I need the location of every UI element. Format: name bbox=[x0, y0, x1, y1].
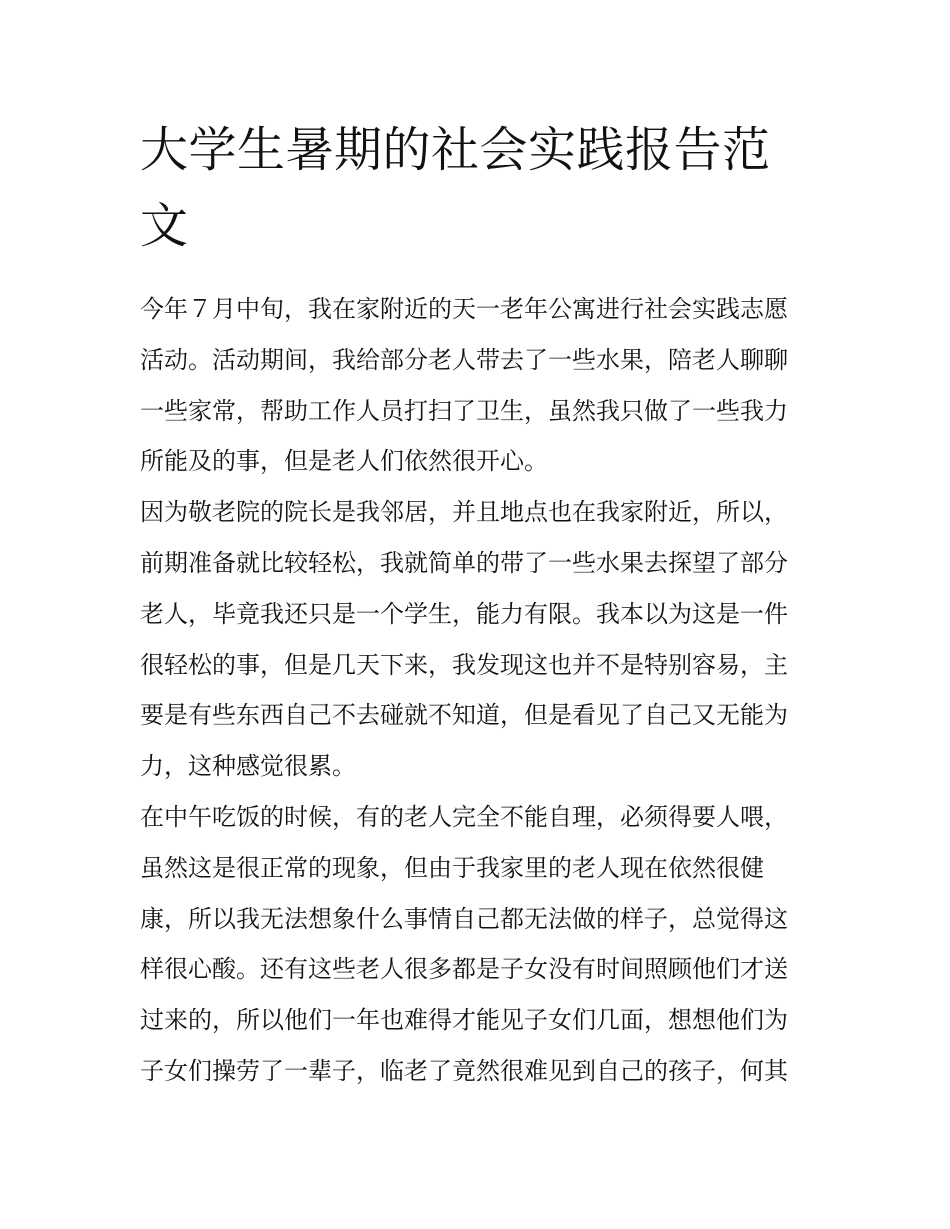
title-line-2: 文 bbox=[140, 198, 189, 254]
document-page bbox=[140, 112, 812, 1097]
text-line: 今年７月中旬，我在家附近的天一老年公寓进行社会实践志愿 bbox=[140, 295, 788, 323]
text-line: 过来的，所以他们一年也难得才能见子女们几面，想想他们为 bbox=[140, 1006, 788, 1035]
paragraph-3 bbox=[140, 792, 812, 1097]
text-line: 虽然这是很正常的现象，但由于我家里的老人现在依然很健 bbox=[140, 853, 764, 882]
text-line: 一些家常，帮助工作人员打扫了卫生，虽然我只做了一些我力 bbox=[140, 396, 788, 425]
document-title bbox=[140, 112, 812, 264]
text-line: 力，这种感觉很累。 bbox=[140, 752, 356, 781]
text-line: 子女们操劳了一辈子，临老了竟然很难见到自己的孩子，何其 bbox=[140, 1056, 788, 1085]
text-line: 要是有些东西自己不去碰就不知道，但是看见了自己又无能为 bbox=[140, 701, 788, 730]
text-line: 活动。活动期间，我给部分老人带去了一些水果，陪老人聊聊 bbox=[140, 345, 788, 374]
paragraph-2 bbox=[140, 487, 812, 792]
text-line: 前期准备就比较轻松，我就简单的带了一些水果去探望了部分 bbox=[140, 548, 788, 577]
paragraph-1 bbox=[140, 284, 812, 487]
text-line: 样很心酸。还有这些老人很多都是子女没有时间照顾他们才送 bbox=[140, 955, 788, 984]
text-line: 老人，毕竟我还只是一个学生，能力有限。我本以为这是一件 bbox=[140, 599, 788, 628]
document-body bbox=[140, 284, 812, 1097]
text-line: 很轻松的事，但是几天下来，我发现这也并不是特别容易，主 bbox=[140, 650, 788, 679]
text-line: 所能及的事，但是老人们依然很开心。 bbox=[140, 447, 548, 476]
text-line: 康，所以我无法想象什么事情自己都无法做的样子，总觉得这 bbox=[140, 904, 788, 933]
text-line: 因为敬老院的院长是我邻居，并且地点也在我家附近，所以， bbox=[140, 498, 788, 527]
title-line-1: 大学生暑期的社会实践报告范 bbox=[140, 122, 771, 178]
text-line: 在中午吃饭的时候，有的老人完全不能自理，必须得要人喂， bbox=[140, 802, 788, 831]
